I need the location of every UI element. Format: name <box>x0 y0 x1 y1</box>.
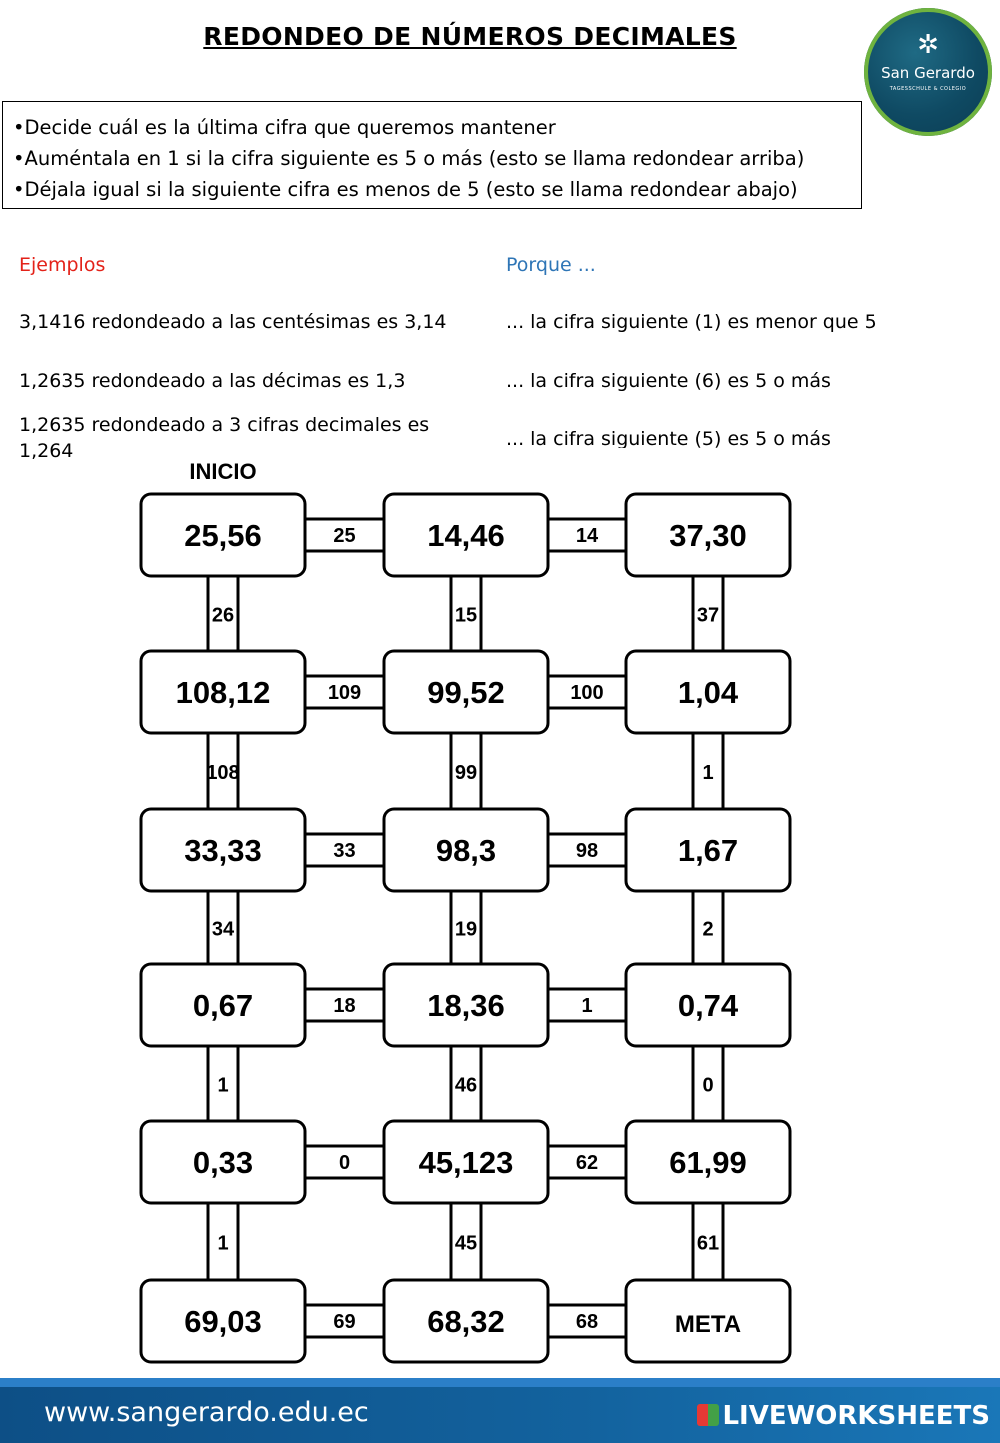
box-value: 45,123 <box>418 1145 514 1180</box>
rule-line: •Auméntala en 1 si la cifra siguiente es 5 o más (esto se llama redondear arriba) <box>13 147 805 170</box>
box-value: 68,32 <box>427 1304 505 1339</box>
connector-label: 37 <box>696 604 720 627</box>
example-text: 1,2635 redondeado a 3 cifras decimales es 1,264 <box>19 414 430 462</box>
example-reason: ... la cifra siguiente (1) es menor que 5 <box>506 311 877 333</box>
connector-label: 14 <box>575 525 599 547</box>
box-value: 0,74 <box>677 988 739 1023</box>
connector-label: 109 <box>327 682 362 704</box>
connector-label: 1 <box>217 1232 229 1255</box>
connector-label: 26 <box>211 604 235 627</box>
box-value: 1,04 <box>677 675 739 710</box>
school-logo <box>864 8 992 136</box>
box-value: 61,99 <box>669 1145 747 1180</box>
connector-label: 68 <box>575 1311 599 1333</box>
liveworksheets-logo-icon <box>697 1404 719 1426</box>
footer-bar <box>0 1387 1000 1443</box>
box-value: 0,33 <box>192 1145 254 1180</box>
connector-label: 98 <box>575 840 599 862</box>
brand-text: LIVEWORKSHEETS <box>722 1401 990 1431</box>
connector-label: 108 <box>206 762 240 784</box>
goal-label: META <box>674 1311 742 1338</box>
examples-heading: Ejemplos <box>19 254 106 276</box>
box-value: 69,03 <box>184 1304 262 1339</box>
reason-heading: Porque ... <box>506 254 596 276</box>
rules-box <box>2 101 862 209</box>
footer-stripe <box>0 1378 1000 1387</box>
example-reason: ... la cifra siguiente (6) es 5 o más <box>506 370 831 392</box>
box-value: 25,56 <box>184 518 262 553</box>
box-value: 14,46 <box>427 518 505 553</box>
box-value: 37,30 <box>669 518 747 553</box>
connector-label: 18 <box>333 995 356 1017</box>
box-value: 33,33 <box>184 833 262 868</box>
connector-label: 61 <box>696 1232 720 1255</box>
connector-label: 33 <box>333 840 356 862</box>
liveworksheets-brand <box>697 1401 990 1431</box>
page-title: REDONDEO DE NÚMEROS DECIMALES <box>203 22 737 51</box>
rule-line: •Decide cuál es la última cifra que queremos mantener <box>13 116 556 139</box>
connector-label: 34 <box>211 918 235 941</box>
connector-label: 0 <box>702 1074 714 1097</box>
box-value: 108,12 <box>175 675 271 710</box>
logo-name: San Gerardo <box>881 64 975 82</box>
connector-label: 100 <box>570 682 604 704</box>
maze-diagram <box>0 455 1000 1375</box>
connector-label: 69 <box>333 1311 356 1333</box>
box-value: 0,67 <box>192 988 254 1023</box>
connector-label: 1 <box>581 995 593 1017</box>
rule-line: •Déjala igual si la siguiente cifra es menos de 5 (esto se llama redondear abajo) <box>13 178 798 201</box>
star-logo-icon: ✲ <box>917 30 939 60</box>
box-value: 1,67 <box>677 833 739 868</box>
start-label: INICIO <box>189 459 257 484</box>
box-value: 18,36 <box>427 988 505 1023</box>
connector-label: 99 <box>454 762 478 784</box>
box-value: 98,3 <box>435 833 497 868</box>
connector-label: 19 <box>454 918 478 941</box>
rounding-maze <box>0 455 1000 1375</box>
website-link[interactable]: www.sangerardo.edu.ec <box>44 1397 369 1428</box>
logo-tagline: TAGESSCHULE & COLEGIO <box>889 86 967 92</box>
connector-label: 1 <box>702 762 714 784</box>
box-value: 99,52 <box>427 675 505 710</box>
connector-label: 2 <box>702 918 714 941</box>
connector-label: 45 <box>454 1232 478 1255</box>
example-text: 3,1416 redondeado a las centésimas es 3,14 <box>19 311 447 333</box>
example-reason: ... la cifra siguiente (5) es 5 o más <box>506 428 831 448</box>
example-text: 1,2635 redondeado a las décimas es 1,3 <box>19 370 406 392</box>
connector-label: 62 <box>575 1152 599 1174</box>
connector-label: 1 <box>217 1074 229 1097</box>
connector-label: 15 <box>454 604 478 627</box>
connector-label: 46 <box>454 1074 478 1097</box>
connector-label: 25 <box>333 525 356 547</box>
connector-label: 0 <box>338 1152 351 1174</box>
